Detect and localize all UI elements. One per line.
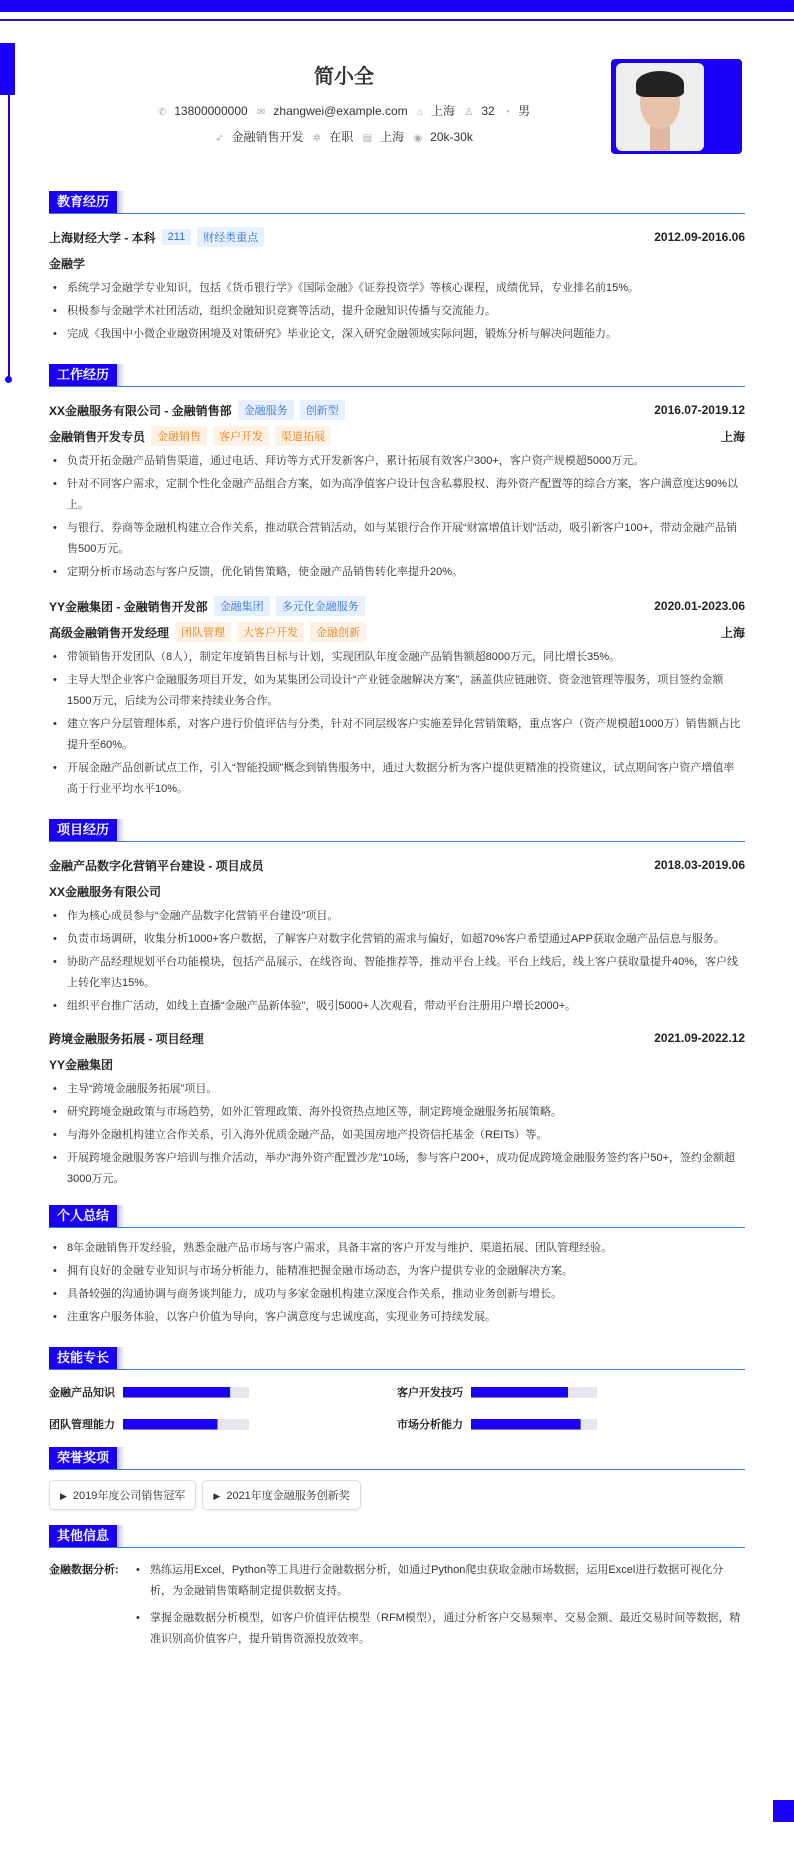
skill-name: 市场分析能力	[397, 1419, 463, 1431]
skill-item	[397, 1384, 745, 1400]
role-left	[49, 426, 331, 446]
resume	[49, 0, 745, 1656]
section-title: 项目经历	[49, 819, 117, 841]
work-bullets	[49, 451, 745, 583]
list-item: • 完成《我国中小微企业融资困境及对策研究》毕业论文，深入研究金融领域实际问题，锻炼分析与解决问题能力。	[49, 324, 745, 345]
home-icon: ⌂	[417, 107, 424, 118]
list-item: • 主导大型企业客户金融服务项目开发，如为某集团公司设计“产业链金融解决方案”，涵盖供应链融资、资金池管理等服务，项目签约金额1500万元，后续为公司带来持续业务合作。	[49, 670, 745, 712]
role: 金融销售开发专员	[49, 429, 146, 444]
org: XX金融服务有限公司	[49, 884, 162, 899]
date: 2018.03-2019.06	[654, 858, 745, 872]
tag: 客户开发	[213, 426, 269, 446]
section-title: 技能专长	[49, 1347, 117, 1369]
list-item: • 与海外金融机构建立合作关系，引入海外优质金融产品，如美国房地产投资信托基金（REITs）等。	[49, 1125, 745, 1146]
tag: 团队管理	[175, 622, 231, 642]
skill-bar	[123, 1387, 249, 1398]
list-item: • 积极参与金融学术社团活动，组织金融知识竞赛等活动，提升金融知识传播与交流能力。	[49, 301, 745, 322]
gender: 男	[518, 104, 531, 118]
company-row	[49, 397, 745, 423]
company-name: XX金融服务有限公司 - 金融销售部	[49, 403, 232, 418]
school: 上海财经大学 - 本科	[49, 230, 156, 245]
education-row	[49, 224, 745, 250]
work-bullets	[49, 647, 745, 800]
section-awards	[49, 1446, 745, 1470]
awards-list	[49, 1480, 745, 1510]
right-accent-square	[773, 1800, 794, 1822]
summary-bullets	[49, 1238, 745, 1328]
major: 金融学	[49, 256, 86, 271]
avatar-frame	[611, 59, 742, 154]
avatar	[616, 63, 704, 151]
list-item: • 组织平台推广活动，如线上直播“金融产品新体验”，吸引5000+人次观看，带动平台注册用户增长2000+。	[49, 996, 745, 1017]
list-item: • 系统学习金融学专业知识，包括《货币银行学》《国际金融》《证券投资学》等核心课程，成绩优异，专业排名前15%。	[49, 278, 745, 299]
send-icon: ➶	[215, 133, 224, 144]
skill-bar-fill	[123, 1419, 218, 1430]
list-item: • 研究跨境金融政策与市场趋势，如外汇管理政策、海外投资热点地区等，制定跨境金融服务拓展策略。	[49, 1102, 745, 1123]
education-bullets	[49, 278, 745, 345]
award-label: 2021年度金融服务创新奖	[226, 1490, 350, 1502]
email: zhangwei@example.com	[273, 104, 408, 118]
date: 2020.01-2023.06	[654, 599, 745, 613]
list-item: • 熟练运用Excel、Python等工具进行金融数据分析，如通过Python爬虫获取金融市场数据，运用Excel进行数据可视化分析，为金融销售策略制定提供数据支持。	[132, 1560, 745, 1602]
play-icon: ▶	[60, 1491, 67, 1501]
tag: 大客户开发	[237, 622, 304, 642]
section-title: 个人总结	[49, 1205, 117, 1227]
section-work	[49, 363, 745, 387]
target-job: 金融销售开发	[231, 130, 304, 144]
contact-row	[49, 102, 639, 119]
skill-item	[49, 1416, 397, 1432]
tag: 财经类重点	[197, 227, 264, 247]
list-item: • 开展跨境金融服务客户培训与推介活动，举办“海外资产配置沙龙”10场，参与客户200+，成功促成跨境金融服务签约客户50+，签约金额超3000万元。	[49, 1148, 745, 1190]
list-item: • 主导“跨境金融服务拓展”项目。	[49, 1079, 745, 1100]
salary-icon: ◉	[413, 133, 423, 144]
list-item: • 针对不同客户需求，定制个性化金融产品组合方案，如为高净值客户设计包含私募股权、海外资产配置等的综合方案，客户满意度达90%以上。	[49, 474, 745, 516]
section-title: 其他信息	[49, 1525, 117, 1547]
other-label: 金融数据分析:	[49, 1564, 119, 1576]
tag: 金融集团	[214, 596, 270, 616]
list-item: • 8年金融销售开发经验，熟悉金融产品市场与客户需求，具备丰富的客户开发与维护、渠道拓展、团队管理经验。	[49, 1238, 745, 1259]
salary: 20k-30k	[430, 130, 473, 144]
skill-bar	[471, 1419, 597, 1430]
list-item: • 定期分析市场动态与客户反馈，优化销售策略，使金融产品销售转化率提升20%。	[49, 562, 745, 583]
company-left	[49, 596, 365, 616]
left-timeline-line	[8, 95, 10, 380]
job-status: 在职	[329, 130, 354, 144]
play-icon: ▶	[213, 1491, 221, 1501]
resume-header	[49, 0, 745, 178]
section-education	[49, 190, 745, 214]
work-list	[49, 397, 745, 800]
tag: 金融服务	[238, 400, 294, 420]
org-row	[49, 1051, 745, 1077]
project-list	[49, 852, 745, 1190]
date: 2012.09-2016.06	[654, 230, 745, 244]
left-accent-block	[0, 43, 15, 95]
gender-icon: ◔	[504, 107, 511, 118]
date: 2016.07-2019.12	[654, 403, 745, 417]
list-item: • 建立客户分层管理体系，对客户进行价值评估与分类，针对不同层级客户实施差异化营销策略，重点客户（资产规模超1000万）销售额占比提升至60%。	[49, 714, 745, 756]
list-item: • 负责开拓金融产品销售渠道，通过电话、拜访等方式开发新客户，累计拓展有效客户300+，客户资产规模超5000万元。	[49, 451, 745, 472]
intent-row	[49, 128, 639, 145]
tag: 创新型	[300, 400, 345, 420]
building-icon: ▤	[362, 133, 373, 144]
age: 32	[481, 104, 495, 118]
list-item: • 带领销售开发团队（8人），制定年度销售目标与计划，实现团队年度金融产品销售额超8000万元，同比增长35%。	[49, 647, 745, 668]
date: 2021.09-2022.12	[654, 1031, 745, 1045]
role-left	[49, 622, 366, 642]
company-row	[49, 593, 745, 619]
section-title: 荣誉奖项	[49, 1447, 117, 1469]
section-title: 教育经历	[49, 191, 117, 213]
project-name: 金融产品数字化营销平台建设 - 项目成员	[49, 858, 264, 873]
section-summary	[49, 1204, 745, 1228]
skill-bar-fill	[123, 1387, 230, 1398]
skill-bar-fill	[471, 1387, 568, 1398]
tag: 211	[162, 229, 192, 245]
skill-name: 团队管理能力	[49, 1419, 115, 1431]
left-timeline-dot	[5, 376, 12, 383]
skill-bar-fill	[471, 1419, 581, 1430]
org: YY金融集团	[49, 1057, 114, 1072]
section-projects	[49, 818, 745, 842]
skill-name: 金融产品知识	[49, 1387, 115, 1399]
list-item: • 作为核心成员参与“金融产品数字化营销平台建设”项目。	[49, 906, 745, 927]
company-name: YY金融集团 - 金融销售开发部	[49, 599, 208, 614]
major-row	[49, 250, 745, 276]
skill-name: 客户开发技巧	[397, 1387, 463, 1399]
list-item: • 具备较强的沟通协调与商务谈判能力，成功与多家金融机构建立深度合作关系，推动业务创新与增长。	[49, 1284, 745, 1305]
phone-icon: ✆	[157, 107, 167, 118]
role: 高级金融销售开发经理	[49, 625, 170, 640]
location: 上海	[720, 625, 745, 640]
email-icon: ✉	[257, 107, 266, 118]
candidate-name: 简小全	[314, 66, 374, 88]
org-row	[49, 878, 745, 904]
tag: 多元化金融服务	[276, 596, 365, 616]
other-bullets	[132, 1558, 745, 1656]
skill-item	[397, 1416, 745, 1432]
list-item: • 开展金融产品创新试点工作，引入“智能投顾”概念到销售服务中，通过大数据分析为客户提供更精准的投资建议，试点期间客户资产增值率高于行业平均水平10%。	[49, 758, 745, 800]
project-row	[49, 1025, 745, 1051]
tag: 金融创新	[310, 622, 366, 642]
tag: 渠道拓展	[275, 426, 331, 446]
list-item: • 协助产品经理规划平台功能模块，包括产品展示、在线咨询、智能推荐等，推动平台上线。平台上线后，线上客户获取量提升40%，客户线上转化率达15%。	[49, 952, 745, 994]
status-icon: ✲	[312, 133, 322, 144]
list-item: • 拥有良好的金融专业知识与市场分析能力，能精准把握金融市场动态，为客户提供专业的金融解决方案。	[49, 1261, 745, 1282]
target-city: 上海	[380, 130, 405, 144]
section-skills	[49, 1346, 745, 1370]
list-item: • 注重客户服务体验，以客户价值为导向，客户满意度与忠诚度高，实现业务可持续发展。	[49, 1307, 745, 1328]
location: 上海	[720, 429, 745, 444]
list-item: • 负责市场调研，收集分析1000+客户数据，了解客户对数字化营销的需求与偏好，如超70%客户希望通过APP获取金融产品信息与服务。	[49, 929, 745, 950]
project-row	[49, 852, 745, 878]
list-item: • 掌握金融数据分析模型，如客户价值评估模型（RFM模型），通过分析客户交易频率、交易金额、最近交易时间等数据，精准识别高价值客户，提升销售资源投放效率。	[132, 1608, 745, 1650]
phone: 13800000000	[174, 104, 248, 118]
role-row	[49, 619, 745, 645]
section-title: 工作经历	[49, 364, 117, 386]
project-name: 跨境金融服务拓展 - 项目经理	[49, 1031, 204, 1046]
award-label: 2019年度公司销售冠军	[72, 1490, 186, 1502]
other-info	[49, 1560, 745, 1656]
skill-bar	[471, 1387, 597, 1398]
project-bullets	[49, 906, 745, 1017]
award-item	[202, 1480, 360, 1510]
list-item: • 与银行、券商等金融机构建立合作关系，推动联合营销活动，如与某银行合作开展“财富增值计划”活动，吸引新客户100+，带动金融产品销售500万元。	[49, 518, 745, 560]
section-other	[49, 1524, 745, 1548]
city: 上海	[431, 104, 456, 118]
project-bullets	[49, 1079, 745, 1190]
age-icon: ♙	[464, 107, 474, 118]
skills-grid	[49, 1384, 745, 1432]
tag: 金融销售	[151, 426, 207, 446]
skill-bar	[123, 1419, 249, 1430]
award-item	[49, 1480, 196, 1510]
role-row	[49, 423, 745, 449]
company-left	[49, 400, 345, 420]
skill-item	[49, 1384, 397, 1400]
